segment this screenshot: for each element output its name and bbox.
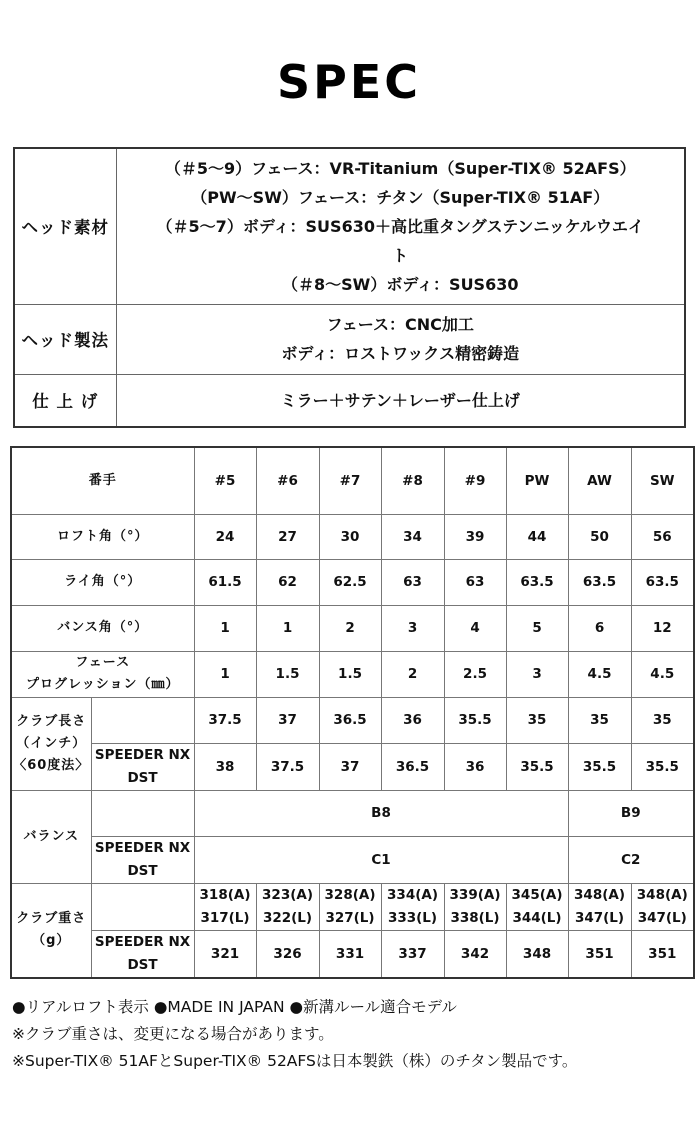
table-cell: 27 (256, 514, 319, 559)
table-cell: 4 (444, 605, 506, 651)
club-header: #8 (381, 447, 444, 514)
table-cell: 6 (568, 605, 631, 651)
table-row-length-standard (11, 697, 694, 743)
table-cell: 351 (568, 930, 631, 978)
table-cell: 2 (381, 651, 444, 697)
value-line: ト (392, 245, 409, 265)
weight-a: 339(A) (449, 886, 501, 903)
table-cell: 4.5 (631, 651, 694, 697)
table-cell: 321 (194, 930, 256, 978)
weight-a: 348(A) (636, 886, 688, 903)
club-header: #7 (319, 447, 381, 514)
table-cell: 12 (631, 605, 694, 651)
shaft-label (91, 697, 194, 743)
table-cell: 1.5 (256, 651, 319, 697)
note-features: ●リアルロフト表示 ●MADE IN JAPAN ●新溝ルール適合モデル (12, 998, 457, 1016)
table-cell: 62 (256, 559, 319, 605)
materials-table (13, 147, 686, 428)
shaft-label (91, 743, 194, 790)
note-weight-change: ※クラブ重さは、変更になる場合があります。 (12, 1025, 334, 1043)
weight-a: 318(A) (199, 886, 251, 903)
row-label-line: フェース (75, 655, 131, 670)
shaft-label (91, 883, 194, 930)
table-cell (506, 883, 568, 930)
table-cell: 1 (256, 605, 319, 651)
page-title: SPEC (276, 55, 422, 109)
shaft-label (91, 790, 194, 836)
table-cell: B8 (194, 790, 568, 836)
value-line: （＃8〜SW）ボディ：SUS630 (282, 274, 519, 294)
table-cell: 36 (381, 697, 444, 743)
table-cell: 35 (506, 697, 568, 743)
table-cell: C2 (568, 836, 694, 883)
table-cell: 351 (631, 930, 694, 978)
row-value (116, 374, 685, 427)
value-line: ミラー＋サテン＋レーザー仕上げ (280, 390, 520, 410)
row-label: ライ角（°） (11, 559, 194, 605)
spec-table (10, 446, 695, 979)
shaft-label-line: SPEEDER NX (94, 746, 191, 763)
table-cell: 36.5 (381, 743, 444, 790)
shaft-label-line: DST (127, 769, 158, 786)
table-row-head-material (14, 148, 685, 304)
shaft-label (91, 836, 194, 883)
table-row-weight-standard (11, 883, 694, 930)
table-cell: 5 (506, 605, 568, 651)
table-cell: 1 (194, 605, 256, 651)
table-cell: 348 (506, 930, 568, 978)
table-cell: 3 (381, 605, 444, 651)
table-cell (568, 883, 631, 930)
table-cell: 61.5 (194, 559, 256, 605)
table-cell: 4.5 (568, 651, 631, 697)
row-label-line: 〈60度法〉 (13, 757, 90, 773)
club-header: #9 (444, 447, 506, 514)
table-cell: 35.5 (506, 743, 568, 790)
table-row-weight-speeder (11, 930, 694, 978)
table-cell: 56 (631, 514, 694, 559)
table-cell: 36.5 (319, 697, 381, 743)
table-cell: 63 (381, 559, 444, 605)
weight-l: 327(L) (325, 909, 375, 926)
table-cell: 37 (319, 743, 381, 790)
table-cell: 63.5 (631, 559, 694, 605)
value-line: ボディ：ロストワックス精密鋳造 (281, 344, 520, 363)
table-cell: 35 (568, 697, 631, 743)
weight-l: 317(L) (200, 909, 250, 926)
table-cell (319, 883, 381, 930)
table-cell (444, 883, 506, 930)
row-label: バランス (11, 790, 91, 883)
row-label-line: プログレッション（㎜） (25, 677, 180, 692)
club-header: #6 (256, 447, 319, 514)
table-cell: 1 (194, 651, 256, 697)
table-row-progression (11, 651, 694, 697)
club-header: PW (506, 447, 568, 514)
table-row-balance-speeder (11, 836, 694, 883)
table-cell: 1.5 (319, 651, 381, 697)
row-label: ロフト角（°） (11, 514, 194, 559)
weight-l: 347(L) (574, 909, 625, 926)
weight-l: 322(L) (262, 909, 313, 926)
club-header: AW (568, 447, 631, 514)
row-label-line: （g） (32, 933, 71, 948)
table-cell: 35 (631, 697, 694, 743)
value-line: （＃5〜7）ボディ：SUS630＋高比重タングステンニッケルウエイ (156, 216, 644, 236)
weight-l: 344(L) (512, 909, 562, 926)
table-cell: 331 (319, 930, 381, 978)
weight-a: 323(A) (262, 886, 313, 903)
weight-l: 347(L) (637, 909, 687, 926)
table-cell: 326 (256, 930, 319, 978)
weight-l: 333(L) (387, 909, 438, 926)
row-label-line: （インチ） (16, 735, 87, 751)
table-cell (256, 883, 319, 930)
shaft-label-line: SPEEDER NX (94, 839, 191, 856)
club-header: #5 (194, 447, 256, 514)
value-line: （＃5〜9）フェース：VR-Titanium（Super-TIX® 52AFS） (164, 158, 636, 178)
note-titanium: ※Super-TIX® 51AFとSuper-TIX® 52AFSは日本製鉄（株）のチタン製品です。 (12, 1052, 578, 1070)
table-cell: 44 (506, 514, 568, 559)
table-cell: 35.5 (631, 743, 694, 790)
value-line: フェース：CNC加工 (326, 315, 474, 334)
row-value (116, 304, 685, 374)
table-row-loft (11, 514, 694, 559)
table-cell (631, 883, 694, 930)
weight-a: 345(A) (511, 886, 563, 903)
table-cell: 36 (444, 743, 506, 790)
value-line: （PW〜SW）フェース：チタン（Super-TIX® 51AF） (191, 187, 610, 207)
table-cell: 30 (319, 514, 381, 559)
row-label: ヘッド製法 (14, 304, 116, 374)
table-cell (194, 883, 256, 930)
table-row-lie (11, 559, 694, 605)
table-row-bounce (11, 605, 694, 651)
table-cell: 342 (444, 930, 506, 978)
table-cell (381, 883, 444, 930)
table-cell: 37 (256, 697, 319, 743)
table-cell: 2.5 (444, 651, 506, 697)
row-label-line: クラブ重さ (16, 911, 87, 926)
table-cell: 35.5 (444, 697, 506, 743)
header-label: 番手 (11, 447, 194, 514)
row-label-line: クラブ長さ (16, 713, 87, 729)
table-cell: 34 (381, 514, 444, 559)
table-cell: 63.5 (506, 559, 568, 605)
weight-a: 328(A) (324, 886, 376, 903)
table-row-head-manufacturing (14, 304, 685, 374)
weight-a: 334(A) (387, 886, 438, 903)
row-label (11, 883, 91, 978)
table-cell: 63.5 (568, 559, 631, 605)
table-cell: C1 (194, 836, 568, 883)
table-row-balance-standard (11, 790, 694, 836)
table-row-length-speeder (11, 743, 694, 790)
table-row-finish (14, 374, 685, 427)
table-cell: 63 (444, 559, 506, 605)
table-cell: 37.5 (256, 743, 319, 790)
notes (12, 994, 692, 1075)
table-cell: 37.5 (194, 697, 256, 743)
shaft-label (91, 930, 194, 978)
table-cell: 3 (506, 651, 568, 697)
table-cell: 35.5 (568, 743, 631, 790)
table-cell: 62.5 (319, 559, 381, 605)
table-row-clubs (11, 447, 694, 514)
row-label: ヘッド素材 (14, 148, 116, 304)
table-cell: 337 (381, 930, 444, 978)
row-label (11, 651, 194, 697)
shaft-label-line: DST (127, 956, 158, 973)
weight-a: 348(A) (574, 886, 625, 903)
table-cell: 24 (194, 514, 256, 559)
table-cell: 2 (319, 605, 381, 651)
row-value (116, 148, 685, 304)
row-label (11, 697, 91, 790)
row-label: バンス角（°） (11, 605, 194, 651)
table-cell: 38 (194, 743, 256, 790)
table-cell: B9 (568, 790, 694, 836)
table-cell: 50 (568, 514, 631, 559)
table-cell: 39 (444, 514, 506, 559)
club-header: SW (631, 447, 694, 514)
shaft-label-line: SPEEDER NX (94, 933, 191, 950)
weight-l: 338(L) (450, 909, 500, 926)
row-label: 仕 上 げ (14, 374, 116, 427)
shaft-label-line: DST (127, 862, 158, 879)
